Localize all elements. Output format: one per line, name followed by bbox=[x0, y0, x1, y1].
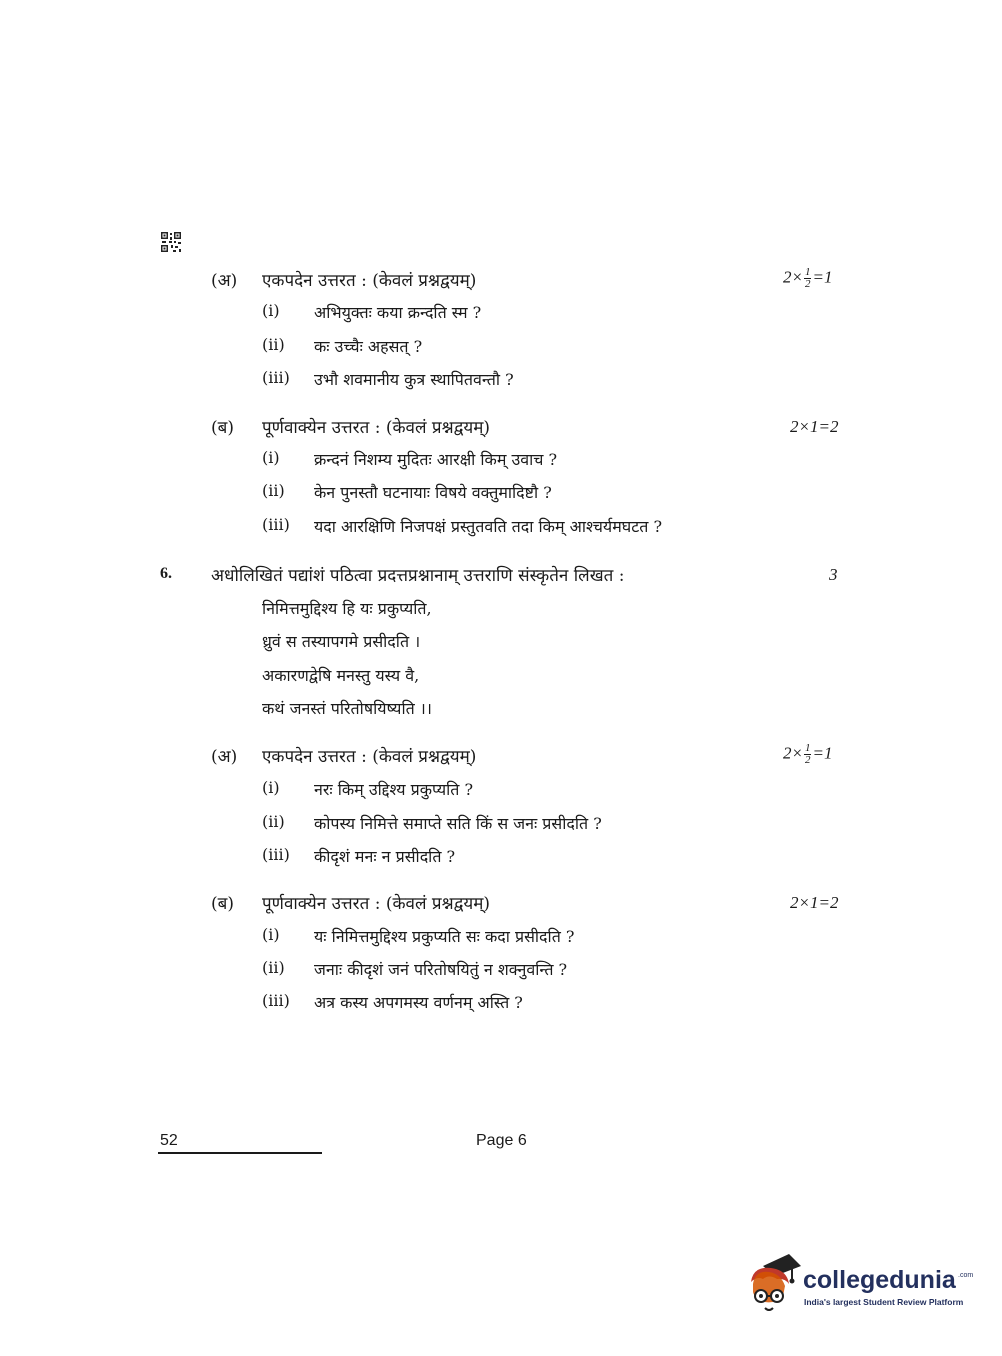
verse-line-1: निमित्तमुद्दिश्य हि यः प्रकुप्यति, bbox=[262, 599, 432, 618]
question-number: (iii) bbox=[262, 991, 290, 1010]
section-a-label: (अ) bbox=[211, 747, 238, 767]
verse-line-2: ध्रुवं स तस्यापगमे प्रसीदति । bbox=[262, 632, 421, 651]
paper-code: 52 bbox=[160, 1132, 178, 1149]
question-text: केन पुनस्तौ घटनायाः विषये वक्तुमादिष्टौ ? bbox=[314, 483, 552, 502]
question-number: (ii) bbox=[262, 812, 285, 831]
section-b-marks: 2×1=2 bbox=[790, 893, 839, 912]
question-text: कः उच्चैः अहसत् ? bbox=[314, 337, 423, 356]
fraction-half: $\frac{1}{2}$ bbox=[804, 742, 811, 766]
question-number: (ii) bbox=[262, 481, 285, 500]
section-b-marks: 2×1=2 bbox=[790, 417, 839, 436]
question-number: (iii) bbox=[262, 515, 290, 534]
question-number: (ii) bbox=[262, 958, 285, 977]
page-number: Page 6 bbox=[476, 1132, 527, 1149]
question-text: अत्र कस्य अपगमस्य वर्णनम् अस्ति ? bbox=[314, 993, 523, 1012]
section-a-marks: 2× $\frac{1}{2}$ =1 bbox=[783, 266, 833, 290]
qr-code-icon bbox=[160, 231, 182, 253]
section-b-heading: पूर्णवाक्येन उत्तरत : (केवलं प्रश्नद्वयम्) bbox=[262, 894, 491, 914]
collegedunia-logo bbox=[745, 1252, 974, 1322]
footer-rule bbox=[158, 1152, 322, 1154]
logo-suffix: .com bbox=[958, 1272, 974, 1279]
question-text: उभौ शवमानीय कुत्र स्थापितवन्तौ ? bbox=[314, 370, 514, 389]
question-text: यः निमित्तमुद्दिश्य प्रकुप्यति सः कदा प्रसीदति ? bbox=[314, 927, 575, 946]
question-number: (i) bbox=[262, 925, 280, 944]
logo-wordmark: collegedunia bbox=[803, 1266, 956, 1294]
question-number: (iii) bbox=[262, 368, 290, 387]
verse-line-4: कथं जनस्तं परितोषयिष्यति ।। bbox=[262, 699, 432, 718]
question-number: (i) bbox=[262, 301, 280, 320]
section-a-heading: एकपदेन उत्तरत : (केवलं प्रश्नद्वयम्) bbox=[262, 747, 477, 767]
question-number: (iii) bbox=[262, 845, 290, 864]
logo-tagline: India's largest Student Review Platform bbox=[804, 1297, 964, 1307]
question-text: कोपस्य निमित्ते समाप्ते सति किं स जनः प्रसीदति ? bbox=[314, 814, 602, 833]
question-number: (ii) bbox=[262, 335, 285, 354]
section-b-heading: पूर्णवाक्येन उत्तरत : (केवलं प्रश्नद्वयम्) bbox=[262, 418, 491, 438]
question-number: (i) bbox=[262, 448, 280, 467]
section-a-label: (अ) bbox=[211, 271, 238, 291]
question-6-marks: 3 bbox=[829, 565, 838, 584]
question-text: नरः किम् उद्दिश्य प्रकुप्यति ? bbox=[314, 780, 474, 799]
question-6-number: 6. bbox=[160, 565, 172, 582]
question-text: कीदृशं मनः न प्रसीदति ? bbox=[314, 847, 456, 866]
mascot-icon bbox=[745, 1252, 803, 1318]
question-text: अभियुक्तः कया क्रन्दति स्म ? bbox=[314, 303, 482, 322]
section-a-marks: 2× $\frac{1}{2}$ =1 bbox=[783, 742, 833, 766]
question-text: यदा आरक्षिणि निजपक्षं प्रस्तुतवति तदा किम् आश्चर्यमघटत ? bbox=[314, 517, 663, 536]
verse-line-3: अकारणद्वेषि मनस्तु यस्य वै, bbox=[262, 666, 420, 685]
section-a-heading: एकपदेन उत्तरत : (केवलं प्रश्नद्वयम्) bbox=[262, 271, 477, 291]
question-number: (i) bbox=[262, 778, 280, 797]
section-b-label: (ब) bbox=[211, 418, 234, 438]
question-text: जनाः कीदृशं जनं परितोषयितुं न शक्नुवन्ति ? bbox=[314, 960, 568, 979]
section-b-label: (ब) bbox=[211, 894, 234, 914]
fraction-half: $\frac{1}{2}$ bbox=[804, 266, 811, 290]
question-6-instruction: अधोलिखितं पद्यांशं पठित्वा प्रदत्तप्रश्नानाम् उत्तराणि संस्कृतेन लिखत : bbox=[211, 566, 625, 586]
question-text: क्रन्दनं निशम्य मुदितः आरक्षी किम् उवाच ? bbox=[314, 450, 558, 469]
